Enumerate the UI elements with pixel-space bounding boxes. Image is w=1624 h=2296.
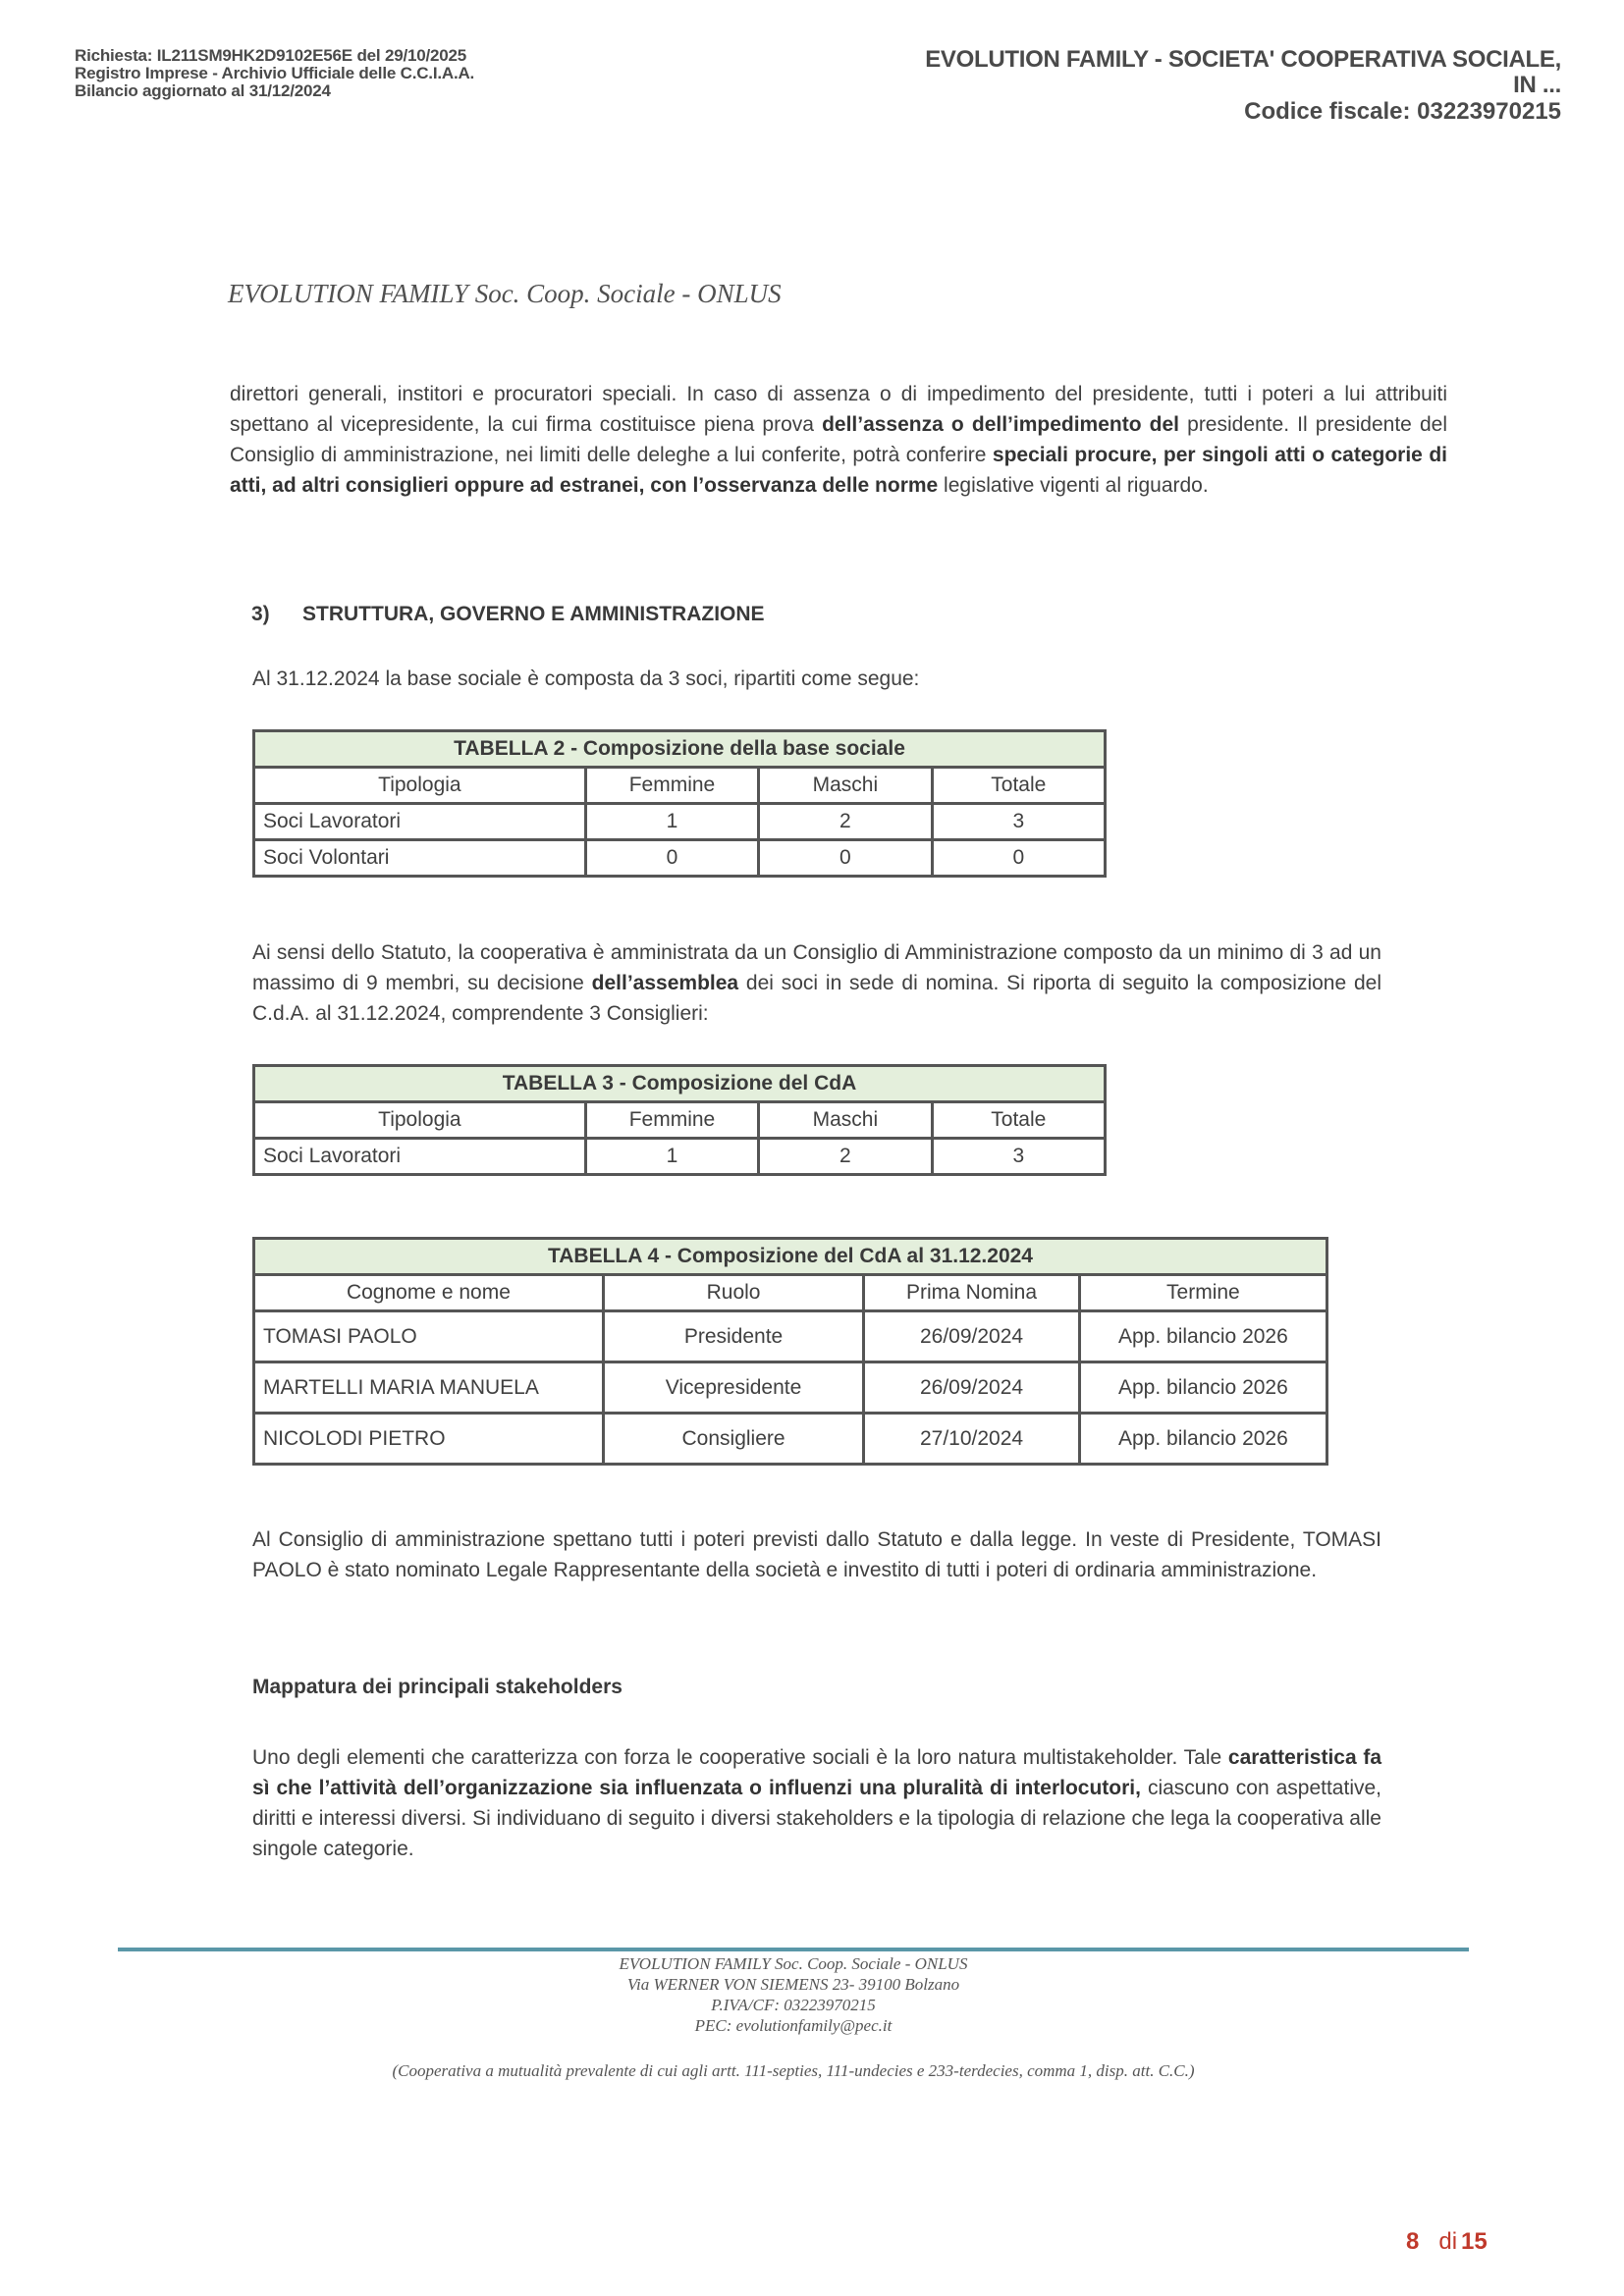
company-name-line1: EVOLUTION FAMILY - SOCIETA' COOPERATIVA SOCIALE, (925, 46, 1561, 73)
balance-date-line: Bilancio aggiornato al 31/12/2024 (75, 81, 331, 100)
registry-line: Registro Imprese - Archivio Ufficiale delle C.C.I.A.A. (75, 64, 475, 82)
table-cell: 2 (759, 1139, 932, 1175)
member-role: Presidente (603, 1311, 863, 1362)
table-header-row (254, 1275, 1327, 1311)
company-header (677, 47, 1561, 126)
text-run: presidente. Il presidente del Consiglio di amministrazione, nei limiti delle deleghe a lui conferite, potrà conferire (230, 413, 1447, 466)
member-name: NICOLODI PIETRO (254, 1414, 604, 1465)
table-row (254, 1414, 1327, 1465)
column-header: Prima Nomina (864, 1275, 1080, 1311)
table-cell: 0 (759, 840, 932, 877)
column-header: Maschi (759, 768, 932, 804)
table-cell: Soci Volontari (254, 840, 586, 877)
text-run: Ai sensi dello Statuto, la cooperativa è amministrata da un Consiglio di Amministrazione composto da un minimo di 3 ad un massimo di 9 membri, su decisione (252, 941, 1381, 994)
table-title: TABELLA 3 - Composizione del CdA (254, 1066, 1106, 1102)
page-number (1406, 2228, 1488, 2256)
table-cell: 2 (759, 804, 932, 840)
table-cell: Soci Lavoratori (254, 804, 586, 840)
emphasized-text: dell’assemblea (591, 972, 739, 994)
request-line: Richiesta: IL211SM9HK2D9102E56E del 29/10/2025 (75, 46, 467, 65)
column-header: Ruolo (603, 1275, 863, 1311)
member-first-appointment: 27/10/2024 (864, 1414, 1080, 1465)
column-header: Maschi (759, 1102, 932, 1139)
column-header: Femmine (585, 768, 758, 804)
letterhead: EVOLUTION FAMILY Soc. Coop. Sociale - ONLUS (228, 279, 782, 308)
page-separator: di (1438, 2228, 1458, 2255)
table-row (254, 1139, 1106, 1175)
paragraph-cda-powers: Al Consiglio di amministrazione spettano tutti i poteri previsti dallo Statuto e dalla legge. In veste di Presidente, TOMASI PAOLO è stato nominato Legale Rappresentante della società e investito di tutti i poteri di ordinaria amministrazione. (252, 1528, 1381, 1581)
stakeholders-heading: Mappatura dei principali stakeholders (252, 1676, 623, 1698)
member-role: Vicepresidente (603, 1362, 863, 1414)
member-name: TOMASI PAOLO (254, 1311, 604, 1362)
current-page: 8 (1406, 2228, 1420, 2255)
table-header-row (254, 1102, 1106, 1139)
paragraph-stakeholders (252, 1742, 1381, 1864)
table-cda-members (252, 1237, 1328, 1466)
text-run: direttori generali, institori e procuratori speciali. In caso di assenza o di impedimento del presidente, tutti i poteri a lui attribuiti spettano al vicepresidente, la cui firma costituisce piena prova (230, 383, 1447, 436)
section-number: 3) (251, 603, 270, 625)
text-run: legislative vigenti al riguardo. (938, 474, 1209, 497)
table-cell: 0 (585, 840, 758, 877)
section-heading (251, 603, 765, 626)
member-term: App. bilancio 2026 (1079, 1362, 1326, 1414)
column-header: Tipologia (254, 768, 586, 804)
table-row (254, 840, 1106, 877)
total-pages: 15 (1461, 2228, 1488, 2255)
table-header-row (254, 768, 1106, 804)
text-run: Uno degli elementi che caratterizza con forza le cooperative sociali è la loro natura multistakeholder. Tale (252, 1746, 1228, 1769)
text-run: ciascuno con aspettative, diritti e interessi diversi. Si individuano di seguito i diversi stakeholders e la tipologia di relazione che lega la cooperativa alle singole categorie. (252, 1777, 1381, 1860)
emphasized-text: dell’assenza o dell’impedimento del (822, 413, 1180, 436)
member-role: Consigliere (603, 1414, 863, 1465)
table-cell: 1 (585, 804, 758, 840)
section-title: STRUTTURA, GOVERNO E AMMINISTRAZIONE (302, 603, 765, 625)
footer-divider (118, 1948, 1469, 1951)
table-cell: 1 (585, 1139, 758, 1175)
footer-address-block (118, 1953, 1469, 2036)
paragraph-powers (230, 379, 1447, 501)
company-name-line2: IN ... (1513, 72, 1561, 98)
table-cell: 3 (932, 804, 1105, 840)
emphasized-text: speciali procure, per singoli atti o categorie di atti, ad altri consiglieri oppure ad estranei, con l’osservanza delle norme (230, 444, 1448, 497)
table-base-sociale (252, 729, 1107, 878)
column-header: Femmine (585, 1102, 758, 1139)
base-sociale-intro: Al 31.12.2024 la base sociale è composta da 3 soci, ripartiti come segue: (252, 667, 920, 690)
footer-legal-note: (Cooperativa a mutualità prevalente di cui agli artt. 111-septies, 111-undecies e 233-terdecies, comma 1, disp. att. C.C.) (392, 2061, 1195, 2080)
emphasized-text: caratteristica fa sì che l’attività dell’organizzazione sia influenzata o influenzi una pluralità di interlocutori, (252, 1746, 1382, 1799)
member-term: App. bilancio 2026 (1079, 1414, 1326, 1465)
text-run: dei soci in sede di nomina. Si riporta di seguito la composizione del C.d.A. al 31.12.2024, comprendente 3 Consiglieri: (252, 972, 1381, 1025)
paragraph-cda-intro (252, 937, 1381, 1029)
table-row (254, 1362, 1327, 1414)
footer-company: EVOLUTION FAMILY Soc. Coop. Sociale - ONLUS (619, 1954, 968, 1973)
codice-fiscale: Codice fiscale: 03223970215 (1244, 98, 1561, 125)
column-header: Totale (932, 768, 1105, 804)
column-header: Totale (932, 1102, 1105, 1139)
table-composizione-cda (252, 1064, 1107, 1176)
table-cell: 3 (932, 1139, 1105, 1175)
table-title: TABELLA 4 - Composizione del CdA al 31.12.2024 (254, 1239, 1327, 1275)
table-cell: 0 (932, 840, 1105, 877)
member-first-appointment: 26/09/2024 (864, 1311, 1080, 1362)
footer-address: Via WERNER VON SIEMENS 23- 39100 Bolzano (626, 1975, 960, 1994)
member-name: MARTELLI MARIA MANUELA (254, 1362, 604, 1414)
registry-header (75, 47, 474, 100)
table-row (254, 804, 1106, 840)
table-cell: Soci Lavoratori (254, 1139, 586, 1175)
table-title: TABELLA 2 - Composizione della base sociale (254, 731, 1106, 768)
footer-pec: PEC: evolutionfamily@pec.it (694, 2016, 893, 2035)
column-header: Cognome e nome (254, 1275, 604, 1311)
column-header: Tipologia (254, 1102, 586, 1139)
column-header: Termine (1079, 1275, 1326, 1311)
table-row (254, 1311, 1327, 1362)
member-term: App. bilancio 2026 (1079, 1311, 1326, 1362)
footer-vat: P.IVA/CF: 03223970215 (711, 1996, 876, 2014)
member-first-appointment: 26/09/2024 (864, 1362, 1080, 1414)
